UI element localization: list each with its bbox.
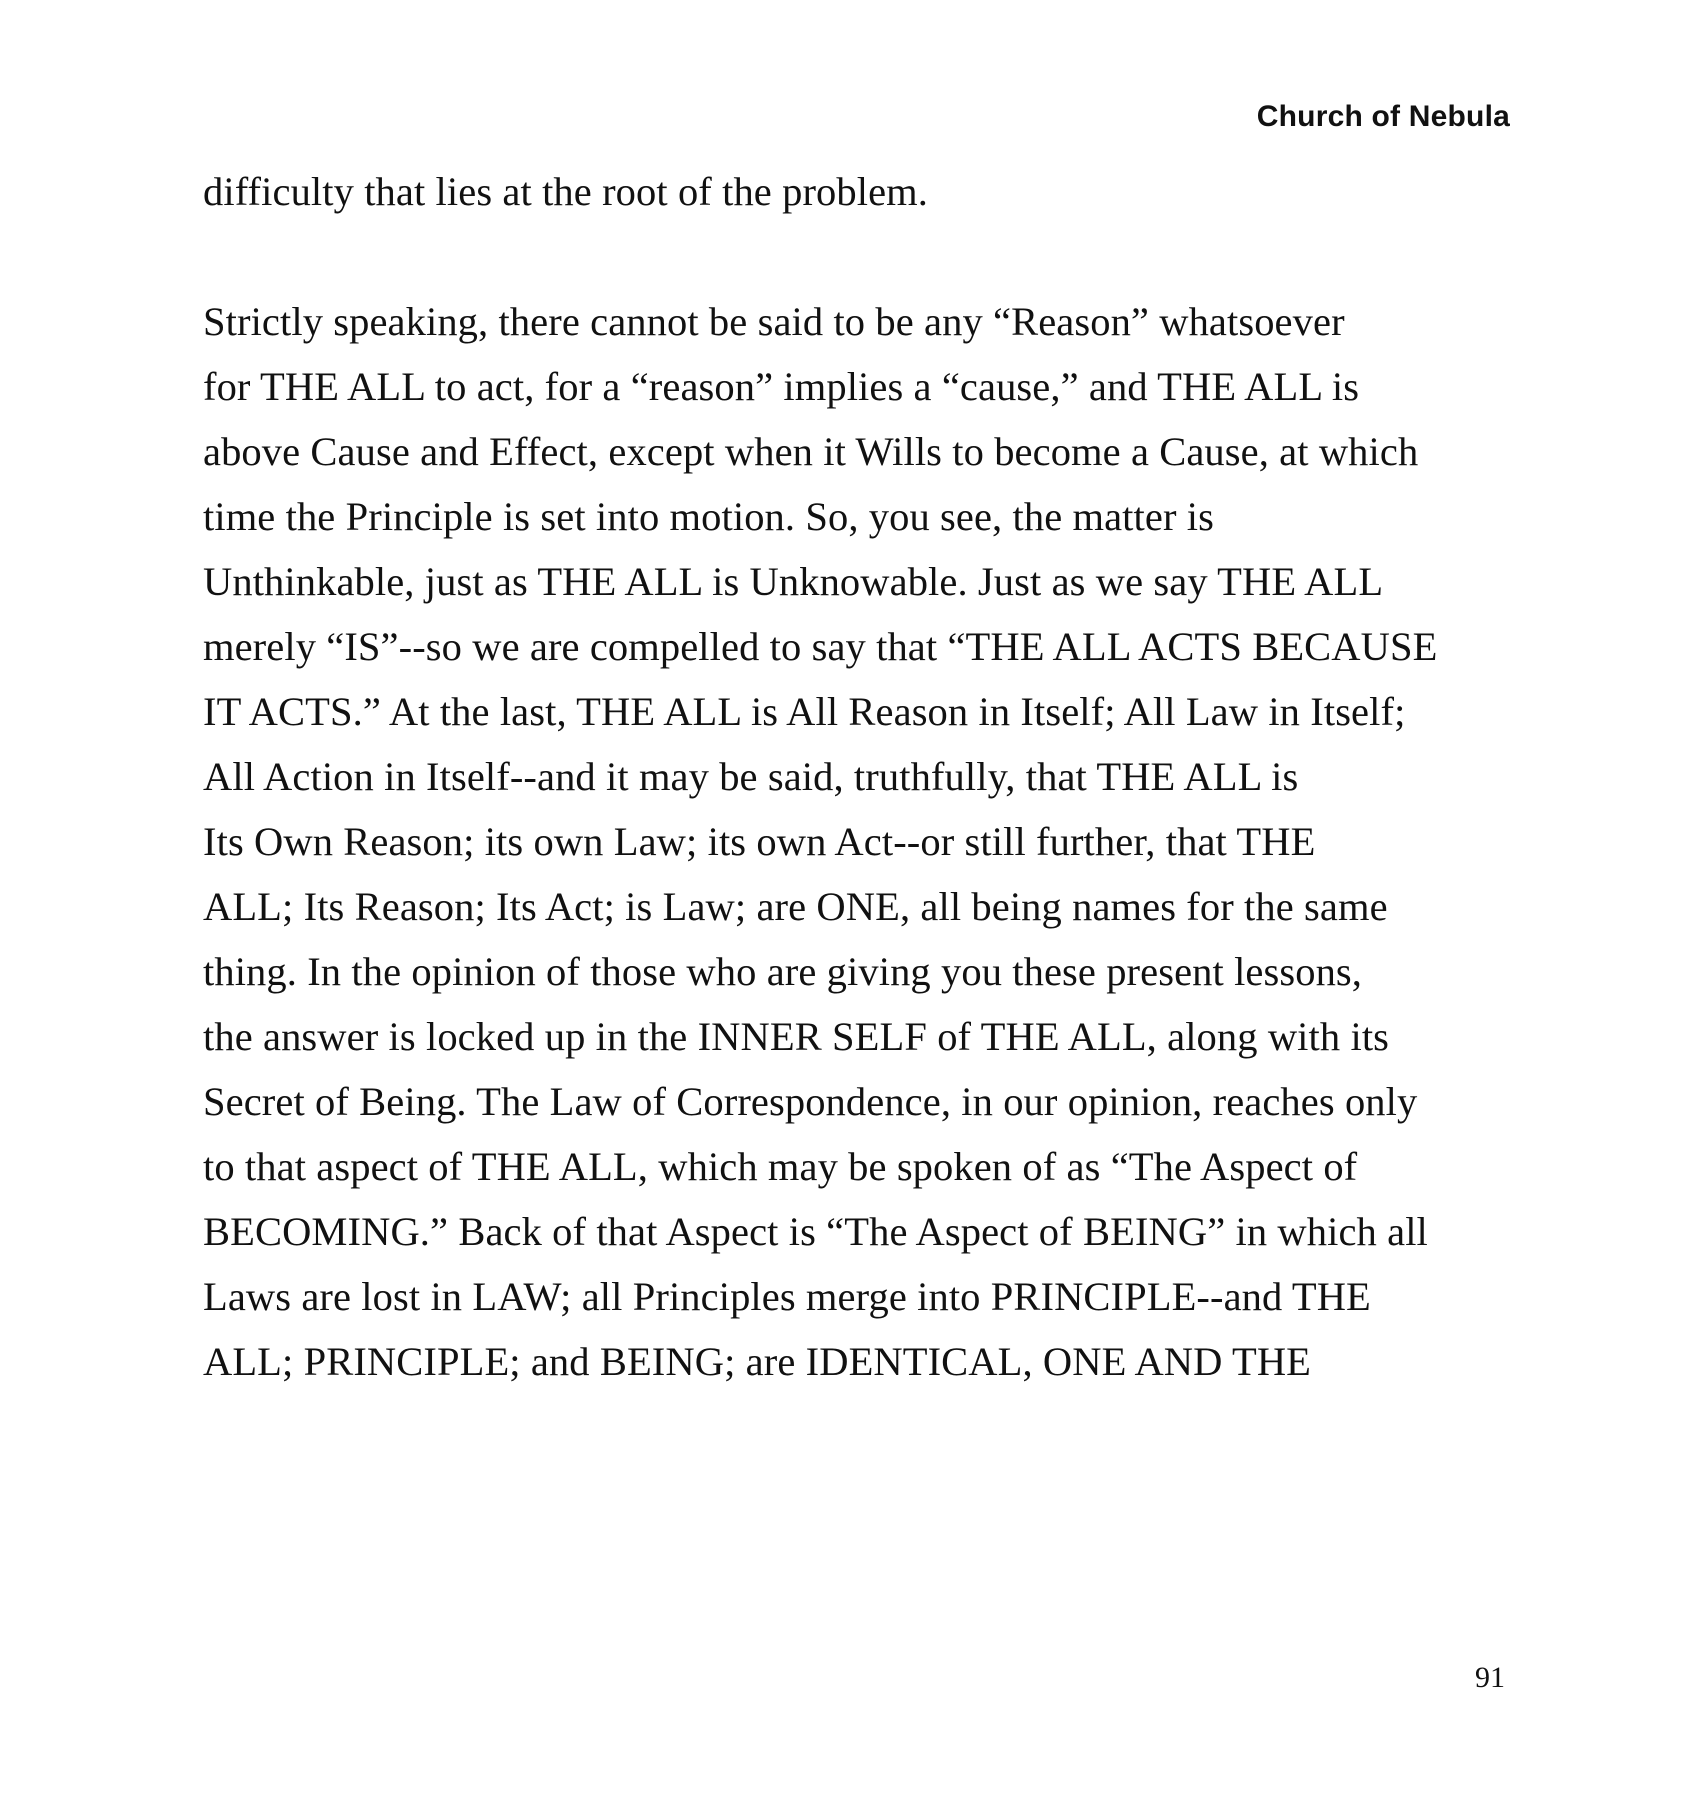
text-line: merely “IS”--so we are compelled to say that “THE ALL ACTS BECAUSE (203, 624, 1438, 669)
text-line: time the Principle is set into motion. So, you see, the matter is (203, 494, 1214, 539)
text-line: above Cause and Effect, except when it Wills to become a Cause, at which (203, 429, 1419, 474)
text-line: Unthinkable, just as THE ALL is Unknowable. Just as we say THE ALL (203, 559, 1384, 604)
text-line: Strictly speaking, there cannot be said to be any “Reason” whatsoever (203, 299, 1345, 344)
text-line: IT ACTS.” At the last, THE ALL is All Reason in Itself; All Law in Itself; (203, 689, 1406, 734)
text-line: thing. In the opinion of those who are giving you these present lessons, (203, 949, 1363, 994)
page-number: 91 (1475, 1661, 1505, 1694)
text-line: ALL; PRINCIPLE; and BEING; are IDENTICAL, ONE AND THE (203, 1339, 1312, 1384)
text-line: Secret of Being. The Law of Correspondence, in our opinion, reaches only (203, 1079, 1418, 1124)
text-line: Its Own Reason; its own Law; its own Act--or still further, that THE (203, 819, 1316, 864)
text-line: to that aspect of THE ALL, which may be spoken of as “The Aspect of (203, 1144, 1358, 1189)
text-line: ALL; Its Reason; Its Act; is Law; are ONE, all being names for the same (203, 884, 1388, 929)
text-line: Laws are lost in LAW; all Principles merge into PRINCIPLE--and THE (203, 1274, 1371, 1319)
text-line: for THE ALL to act, for a “reason” implies a “cause,” and THE ALL is (203, 364, 1360, 409)
running-header: Church of Nebula (1256, 100, 1510, 133)
text-line: BECOMING.” Back of that Aspect is “The Aspect of BEING” in which all (203, 1209, 1428, 1254)
text-line: All Action in Itself--and it may be said, truthfully, that THE ALL is (203, 754, 1299, 799)
text-line: the answer is locked up in the INNER SELF of THE ALL, along with its (203, 1014, 1390, 1059)
text-line: difficulty that lies at the root of the problem. (203, 169, 928, 214)
